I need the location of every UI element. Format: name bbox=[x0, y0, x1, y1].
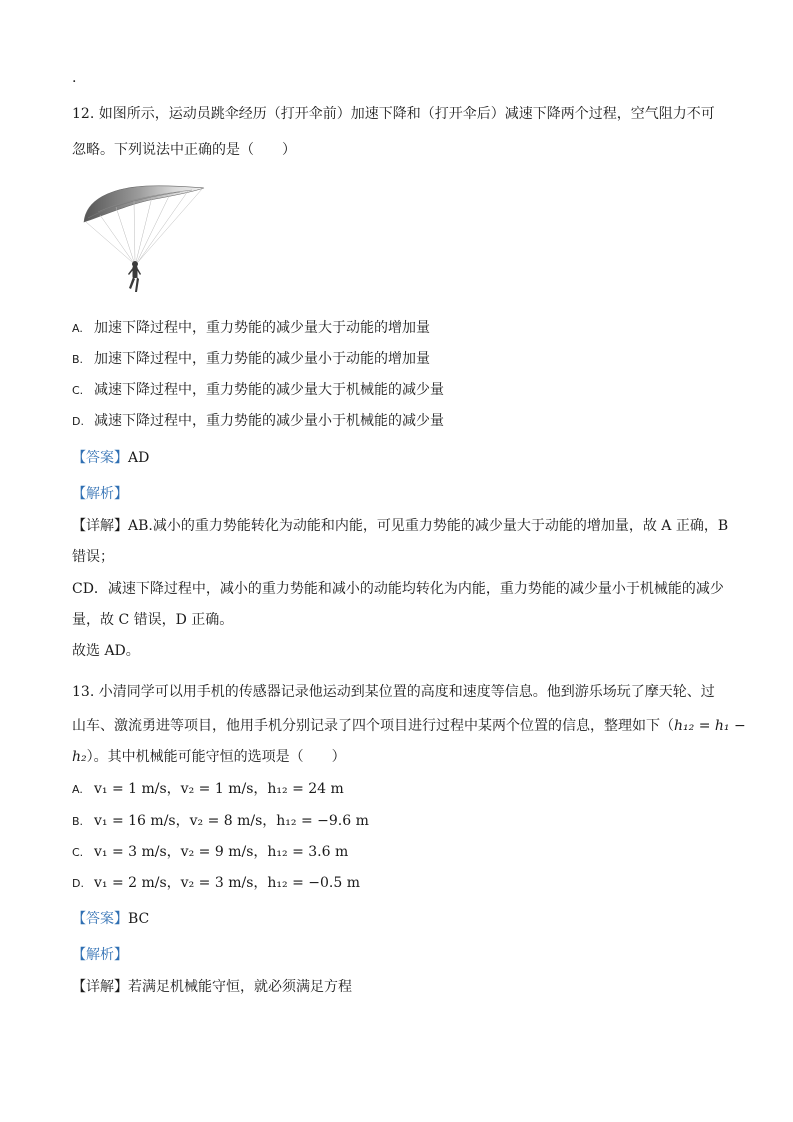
height-formula-tail: h₂ bbox=[72, 749, 87, 765]
q13-stem-line2 bbox=[72, 716, 746, 736]
q12-option-d bbox=[72, 411, 444, 432]
q13-stem-line3-text: ）。其中机械能可能守恒的选项是（ ） bbox=[86, 749, 346, 765]
detail-text: 若满足机械能守恒，就必须满足方程 bbox=[128, 979, 352, 995]
option-letter: B. bbox=[72, 353, 84, 366]
option-letter: C. bbox=[72, 846, 84, 859]
detail-tag: 【详解】 bbox=[72, 979, 128, 995]
option-letter: A. bbox=[72, 322, 83, 335]
q13-option-c bbox=[72, 842, 348, 863]
answer-tag: 【答案】 bbox=[72, 450, 128, 466]
detail-text: AB.减小的重力势能转化为动能和内能，可见重力势能的减少量大于动能的增加量，故 A 正确，B bbox=[128, 518, 729, 534]
stray-dot: . bbox=[72, 70, 77, 86]
detail-tag: 【详解】 bbox=[72, 518, 128, 534]
q12-option-c bbox=[72, 380, 444, 401]
option-text: v₁ = 16 m/s，v₂ = 8 m/s，h₁₂ = −9.6 m bbox=[94, 813, 369, 829]
q12-stem-line1: 12. 如图所示，运动员跳伞经历（打开伞前）加速下降和（打开伞后）减速下降两个过程，空气阻力不可 bbox=[72, 106, 715, 122]
q13-option-b bbox=[72, 811, 369, 832]
option-letter: D. bbox=[72, 415, 84, 428]
option-text: v₁ = 2 m/s，v₂ = 3 m/s，h₁₂ = −0.5 m bbox=[94, 875, 360, 891]
q13-answer bbox=[72, 909, 149, 929]
option-letter: A. bbox=[72, 783, 83, 796]
q12-answer bbox=[72, 448, 149, 468]
option-text: v₁ = 3 m/s，v₂ = 9 m/s，h₁₂ = 3.6 m bbox=[94, 844, 349, 860]
option-text: 加速下降过程中，重力势能的减少量大于动能的增加量 bbox=[94, 320, 430, 336]
option-text: 加速下降过程中，重力势能的减少量小于动能的增加量 bbox=[94, 351, 430, 367]
q12-detail-line2: 错误； bbox=[72, 549, 114, 565]
q12-stem-line2: 忽略。下列说法中正确的是（ ） bbox=[72, 142, 296, 158]
q12-detail-line4: 量，故 C 错误，D 正确。 bbox=[72, 612, 234, 628]
analysis-tag: 【解析】 bbox=[72, 486, 128, 502]
q12-detail-line1 bbox=[72, 516, 728, 536]
option-text: v₁ = 1 m/s，v₂ = 1 m/s，h₁₂ = 24 m bbox=[94, 781, 344, 797]
option-letter: D. bbox=[72, 877, 84, 890]
q12-detail-line5: 故选 AD。 bbox=[72, 643, 140, 659]
answer-value: AD bbox=[128, 450, 150, 466]
answer-tag: 【答案】 bbox=[72, 911, 128, 927]
height-formula: h₁₂ = h₁ − bbox=[674, 718, 746, 734]
option-text: 减速下降过程中，重力势能的减少量小于机械能的减少量 bbox=[94, 413, 444, 429]
q13-option-d bbox=[72, 873, 360, 894]
q13-option-a bbox=[72, 779, 344, 800]
q12-detail-line3: CD．减速下降过程中，减小的重力势能和减小的动能均转化为内能，重力势能的减少量小于机械能的减少 bbox=[72, 581, 724, 597]
q13-stem-line3 bbox=[72, 747, 346, 767]
analysis-tag: 【解析】 bbox=[72, 947, 128, 963]
parachute-image bbox=[80, 182, 210, 302]
q13-stem-line1: 13. 小清同学可以用手机的传感器记录他运动到某位置的高度和速度等信息。他到游乐场玩了摩天轮、过 bbox=[72, 684, 715, 700]
q12-option-a bbox=[72, 318, 430, 339]
option-letter: C. bbox=[72, 384, 84, 397]
q12-option-b bbox=[72, 349, 430, 370]
q13-stem-line2-text: 山车、激流勇进等项目，他用手机分别记录了四个项目进行过程中某两个位置的信息，整理如下（ bbox=[72, 718, 674, 734]
q13-analysis-heading bbox=[72, 945, 128, 965]
option-letter: B. bbox=[72, 815, 84, 828]
answer-value: BC bbox=[128, 911, 150, 927]
parachutist-figure bbox=[80, 182, 210, 302]
option-text: 减速下降过程中，重力势能的减少量大于机械能的减少量 bbox=[94, 382, 444, 398]
q13-detail-line1 bbox=[72, 977, 352, 997]
q12-analysis-heading bbox=[72, 484, 128, 504]
